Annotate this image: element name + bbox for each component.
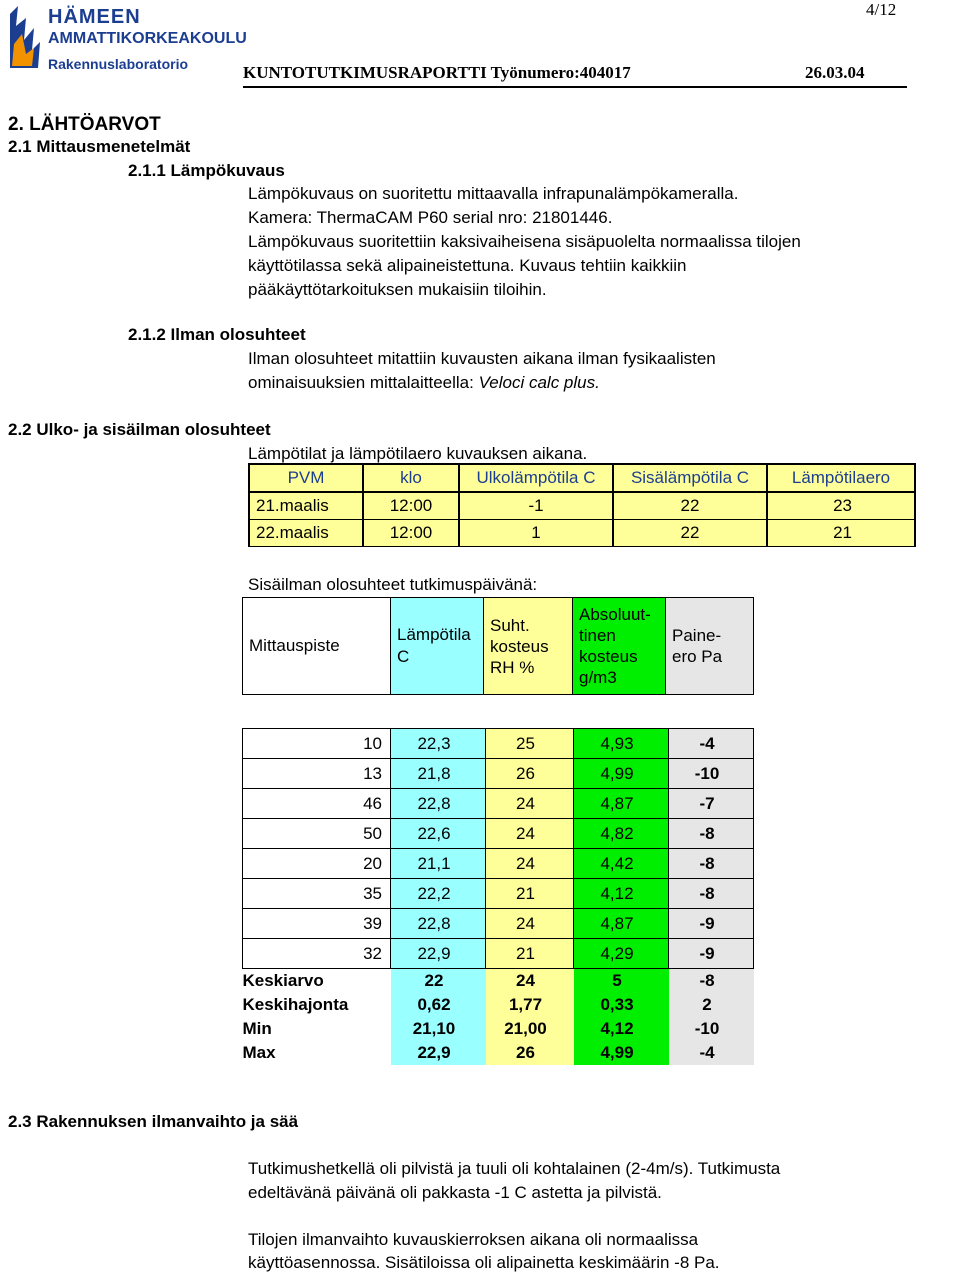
table-cell: 50 [243, 819, 391, 849]
paragraph-line: Tilojen ilmanvaihto kuvauskierroksen aikana oli normaalissa [248, 1230, 699, 1249]
table-row [243, 789, 754, 819]
table-cell: 0,62 [391, 993, 486, 1017]
stats-row [243, 993, 754, 1017]
table-cell: 35 [243, 879, 391, 909]
table-cell: -1 [459, 492, 613, 520]
heading-2: 2. LÄHTÖARVOT [8, 114, 161, 135]
logo-line2: AMMATTIKORKEAKOULU [48, 30, 247, 47]
table-cell: 22,6 [391, 819, 486, 849]
table-cell: 24 [486, 849, 574, 879]
temperature-table [248, 463, 916, 547]
table-row [243, 909, 754, 939]
report-date: 26.03.04 [805, 63, 865, 82]
table-row [243, 819, 754, 849]
table-row [243, 879, 754, 909]
measurement-table [242, 728, 754, 1065]
table-cell: 24 [486, 819, 574, 849]
table-cell: 22 [613, 492, 767, 520]
logo-line3: Rakennuslaboratorio [48, 56, 189, 72]
table-cell: 21 [486, 879, 574, 909]
paragraph-line: pääkäyttötarkoituksen mukaisiin tiloihin. [248, 280, 547, 299]
table-cell: -4 [669, 729, 754, 759]
table-cell: 25 [486, 729, 574, 759]
table-cell: 4,82 [574, 819, 669, 849]
table-header-cell: klo [363, 464, 459, 492]
table-cell: 22,2 [391, 879, 486, 909]
header-text: Absoluut- [579, 605, 651, 624]
table-cell: 22,8 [391, 789, 486, 819]
table-cell: -8 [669, 969, 754, 994]
header-text: RH % [490, 657, 535, 677]
table-row [243, 849, 754, 879]
table-cell: 21 [486, 939, 574, 969]
table-cell: 23 [767, 492, 915, 520]
table-row [249, 492, 915, 520]
table-cell: -9 [669, 939, 754, 969]
header-text: tinen [579, 626, 616, 645]
paragraph-line: edeltävänä päivänä oli pakkasta -1 C astetta ja pilvistä. [248, 1183, 662, 1202]
heading-2-3: 2.3 Rakennuksen ilmanvaihto ja sää [8, 1112, 299, 1131]
table-cell: 22.maalis [249, 520, 363, 547]
table-cell: 0,33 [574, 993, 669, 1017]
table-cell: -10 [669, 1017, 754, 1041]
table-cell: 4,99 [574, 1041, 669, 1065]
indoor-conditions-header-table [242, 597, 754, 695]
table-cell: 4,87 [574, 909, 669, 939]
paragraph-line: Ilman olosuhteet mitattiin kuvausten aikana ilman fysikaalisten [248, 349, 716, 368]
stats-label: Max [243, 1041, 391, 1065]
table-cell: 20 [243, 849, 391, 879]
logo-flame-icon [4, 4, 44, 70]
heading-2-1-1: 2.1.1 Lämpökuvaus [128, 161, 285, 180]
hamk-logo [4, 2, 247, 78]
table-cell: 4,12 [574, 879, 669, 909]
page-number: 4/12 [866, 0, 897, 19]
paragraph-line: käyttötilassa sekä alipaineistettuna. Kuvaus tehtiin kaikkiin [248, 256, 687, 275]
table-cell: 12:00 [363, 492, 459, 520]
table-cell: -4 [669, 1041, 754, 1065]
table-cell: 22 [391, 969, 486, 994]
table-cell: 24 [486, 969, 574, 994]
header-text: Paine- [672, 626, 722, 645]
logo-line1: HÄMEEN [48, 6, 141, 28]
table-header-row [249, 464, 915, 492]
device-name: Veloci calc plus. [478, 373, 600, 392]
table-cell: 4,12 [574, 1017, 669, 1041]
table-cell: 22,9 [391, 939, 486, 969]
table-row [249, 520, 915, 547]
table-cell: 4,42 [574, 849, 669, 879]
table-cell: 4,87 [574, 789, 669, 819]
report-title: KUNTOTUTKIMUSRAPORTTI Työnumero:404017 [243, 63, 631, 82]
table-cell: 4,99 [574, 759, 669, 789]
table-row [243, 759, 754, 789]
header-rule [243, 86, 907, 88]
table-header-row [243, 598, 754, 695]
paragraph-line: Lämpökuvaus suoritettiin kaksivaiheisena sisäpuolelta normaalissa tilojen [248, 232, 801, 251]
table-header-cell: Sisälämpötila C [613, 464, 767, 492]
table-header-cell: PVM [249, 464, 363, 492]
table-cell: 22,9 [391, 1041, 486, 1065]
table-cell: 21,1 [391, 849, 486, 879]
table-cell: 21 [767, 520, 915, 547]
table-header-cell [391, 598, 484, 695]
table-header-cell [484, 598, 573, 695]
table-cell: 1 [459, 520, 613, 547]
table-cell: 1,77 [486, 993, 574, 1017]
table-cell: 21,00 [486, 1017, 574, 1041]
table-cell: 21.maalis [249, 492, 363, 520]
table-cell: 24 [486, 789, 574, 819]
header-text: ero Pa [672, 647, 723, 666]
table-cell: 39 [243, 909, 391, 939]
paragraph-text: ominaisuuksien mittalaitteella: [248, 373, 479, 392]
stats-row [243, 1017, 754, 1041]
table-cell: 2 [669, 993, 754, 1017]
stats-label: Min [243, 1017, 391, 1041]
header-text: C [397, 647, 410, 666]
table-cell: -10 [669, 759, 754, 789]
table-cell: 24 [486, 909, 574, 939]
table-row [243, 729, 754, 759]
table-cell: 4,93 [574, 729, 669, 759]
table-cell: 12:00 [363, 520, 459, 547]
stats-row [243, 969, 754, 994]
header-text: Lämpötila [397, 625, 471, 644]
stats-row [243, 1041, 754, 1065]
table-cell: 21,8 [391, 759, 486, 789]
table-header-cell: Ulkolämpötila C [459, 464, 613, 492]
stats-label: Keskihajonta [243, 993, 391, 1017]
table-cell: 26 [486, 1041, 574, 1065]
table-header-cell [573, 598, 666, 695]
table-cell: 32 [243, 939, 391, 969]
table-cell: 4,29 [574, 939, 669, 969]
table-cell: 46 [243, 789, 391, 819]
paragraph-line: Kamera: ThermaCAM P60 serial nro: 21801446. [248, 208, 613, 227]
paragraph-line [248, 371, 600, 395]
table-cell: 13 [243, 759, 391, 789]
table-cell: 22 [613, 520, 767, 547]
table2-caption: Sisäilman olosuhteet tutkimuspäivänä: [248, 575, 538, 594]
stats-label: Keskiarvo [243, 969, 391, 994]
table-cell: -9 [669, 909, 754, 939]
heading-2-1: 2.1 Mittausmenetelmät [8, 137, 191, 156]
table-cell: -7 [669, 789, 754, 819]
table-cell: 26 [486, 759, 574, 789]
table-header-cell [666, 598, 754, 695]
table-header-cell: Mittauspiste [243, 598, 391, 695]
paragraph-line: Tutkimushetkellä oli pilvistä ja tuuli oli kohtalainen (2-4m/s). Tutkimusta [248, 1159, 781, 1178]
table-cell: -8 [669, 819, 754, 849]
header-text: Suht. [490, 615, 530, 635]
header-text: kosteus [579, 647, 638, 666]
paragraph-line: Lämpökuvaus on suoritettu mittaavalla infrapunalämpökameralla. [248, 184, 739, 203]
table-header-cell: Lämpötilaero [767, 464, 915, 492]
table1-caption: Lämpötilat ja lämpötilaero kuvauksen aikana. [248, 444, 588, 463]
table-row [243, 939, 754, 969]
table-cell: -8 [669, 879, 754, 909]
paragraph-line: käyttöasennossa. Sisätiloissa oli alipainetta keskimäärin -8 Pa. [248, 1253, 720, 1272]
table-cell: 10 [243, 729, 391, 759]
header-text: kosteus [490, 636, 549, 656]
heading-2-2: 2.2 Ulko- ja sisäilman olosuhteet [8, 420, 271, 439]
heading-2-1-2: 2.1.2 Ilman olosuhteet [128, 325, 306, 344]
table-cell: 21,10 [391, 1017, 486, 1041]
header-text: g/m3 [579, 668, 617, 687]
table-cell: 5 [574, 969, 669, 994]
table-cell: 22,3 [391, 729, 486, 759]
table-cell: -8 [669, 849, 754, 879]
table-cell: 22,8 [391, 909, 486, 939]
